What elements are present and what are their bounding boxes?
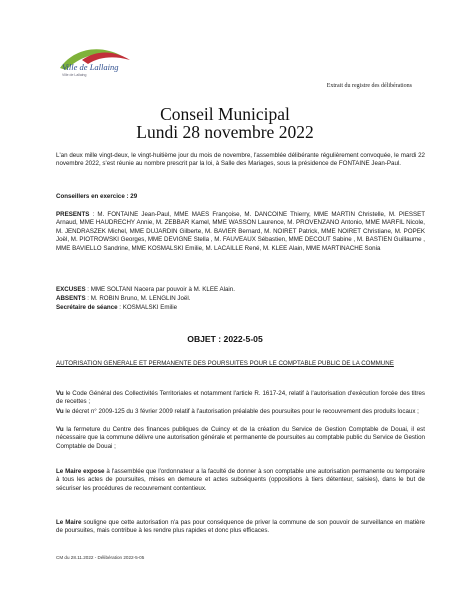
intro-paragraph: L'an deux mille vingt-deux, le vingt-huitième jour du mois de novembre, l'assemblée délibérante régulièrement convoquée, le mardi 22 novembre 2022, s'est réunie au nombre prescrit par la loi, à Salle des Mariages, sous la présidence de FONTAINE Jean-Paul. — [56, 152, 425, 168]
page-footer: CM du 28.11.2022 - Délibération 2022-5-05 — [56, 555, 145, 560]
mayor-note-label: Le Maire — [56, 519, 82, 526]
consideration-label: Vu — [56, 390, 64, 397]
secretary-label: Secrétaire de séance — [56, 304, 118, 311]
extract-label: Extrait du registre des délibérations — [326, 83, 412, 89]
present-label: PRESENTS — [56, 211, 90, 218]
mayor-note-text: souligne que cette autorisation n'a pas pour conséquence de priver la commune de son pouvoir de surveillance en matière de poursuites, mais contribue à les rendre plus rapides et donc plus efficaces. — [56, 519, 425, 535]
logo-name: Ville de Lallaing — [62, 62, 119, 72]
consideration-2 — [56, 408, 425, 416]
document-title: Conseil Municipal — [160, 104, 290, 124]
document-date: Lundi 28 novembre 2022 — [136, 122, 314, 142]
counsellors-count: Conseillers en exercice : 29 — [56, 193, 138, 200]
excuses-line — [56, 286, 425, 294]
objet-heading: OBJET : 2022-5-05 — [187, 334, 263, 344]
mayor-expose-text: à l'assemblée que l'ordonnateur a la faculté de donner à son comptable une autorisation permanente ou temporaire à tous les actes de poursuites, mises en demeure et actes subséquents (oppositions à tiers détenteur, saisies), dans le but de sécuriser les procédures de recouvrement contentieux. — [56, 468, 425, 492]
consideration-3 — [56, 426, 425, 451]
consideration-text: le décret n° 2009-125 du 3 février 2009 relatif à l'autorisation préalable des poursuites pour le recouvrement des produits locaux ; — [63, 408, 419, 415]
absents-text: : M. ROBIN Bruno, M. LENGLIN Joël. — [85, 295, 191, 302]
mayor-expose-label: Le Maire expose — [56, 468, 105, 475]
mayor-expose-paragraph — [56, 468, 425, 493]
excuses-text: : MME SOLTANI Nacera par pouvoir à M. KLEE Alain. — [85, 286, 235, 293]
logo-subtitle: Ville de Lallaing — [62, 73, 87, 77]
consideration-text: le Code Général des Collectivités Territoriales et notamment l'article R. 1617-24, relatif à l'autorisation d'exécution forcée des titres de recettes ; — [56, 390, 425, 406]
consideration-label: Vu — [56, 408, 64, 415]
present-list: : M. FONTAINE Jean-Paul, MME MAES Françoise, M. DANCOINE Thierry, MME MARTIN Christelle, M. PIESSET Arnaud, MME HAUDRECHY Annie, M. ZEBBAR Kamel, MME WASSON Laurence, M. PROVENZANO Antonio, MME MARFIL Nicole, M. JENDRASZEK Michel, MME DUJARDIN Gilberte, M. BAVIER Bernard, M. NOIRET Patrick, MME NOIRET Christiane, M. POPEK Joël, M. PIOTROWSKI Georges, MME DEVIGNE Stella , M. FAUVEAUX Sébastien, MME DECOUT Sabine , M. BASTIEN Guillaume , MME BAVIELLO Sandrine, MME KOSMALSKI Emilie, M. LACAILLE René, M. KLEE Alain, MME MARTINACHE Sonia — [56, 211, 425, 252]
consideration-label: Vu — [56, 426, 64, 433]
secretary-text: : KOSMALSKI Emilie — [117, 304, 178, 311]
secretary-line — [56, 304, 425, 312]
present-paragraph — [56, 211, 425, 253]
excuses-label: EXCUSES — [56, 286, 86, 293]
absents-line — [56, 295, 425, 303]
mayor-note-paragraph — [56, 519, 425, 536]
absents-label: ABSENTS — [56, 295, 86, 302]
subject-title: AUTORISATION GENERALE ET PERMANENTE DES POURSUITES POUR LE COMPTABLE PUBLIC DE LA COMMUNE — [56, 360, 394, 367]
consideration-1 — [56, 390, 425, 407]
consideration-text: la fermeture du Centre des finances publiques de Cuincy et de la création du Service de Gestion Comptable de Douai, il est nécessaire que la commune délivre une autorisation générale et permanente de poursuites au comptable public du Service de Gestion Comptable de Douai ; — [56, 426, 425, 450]
